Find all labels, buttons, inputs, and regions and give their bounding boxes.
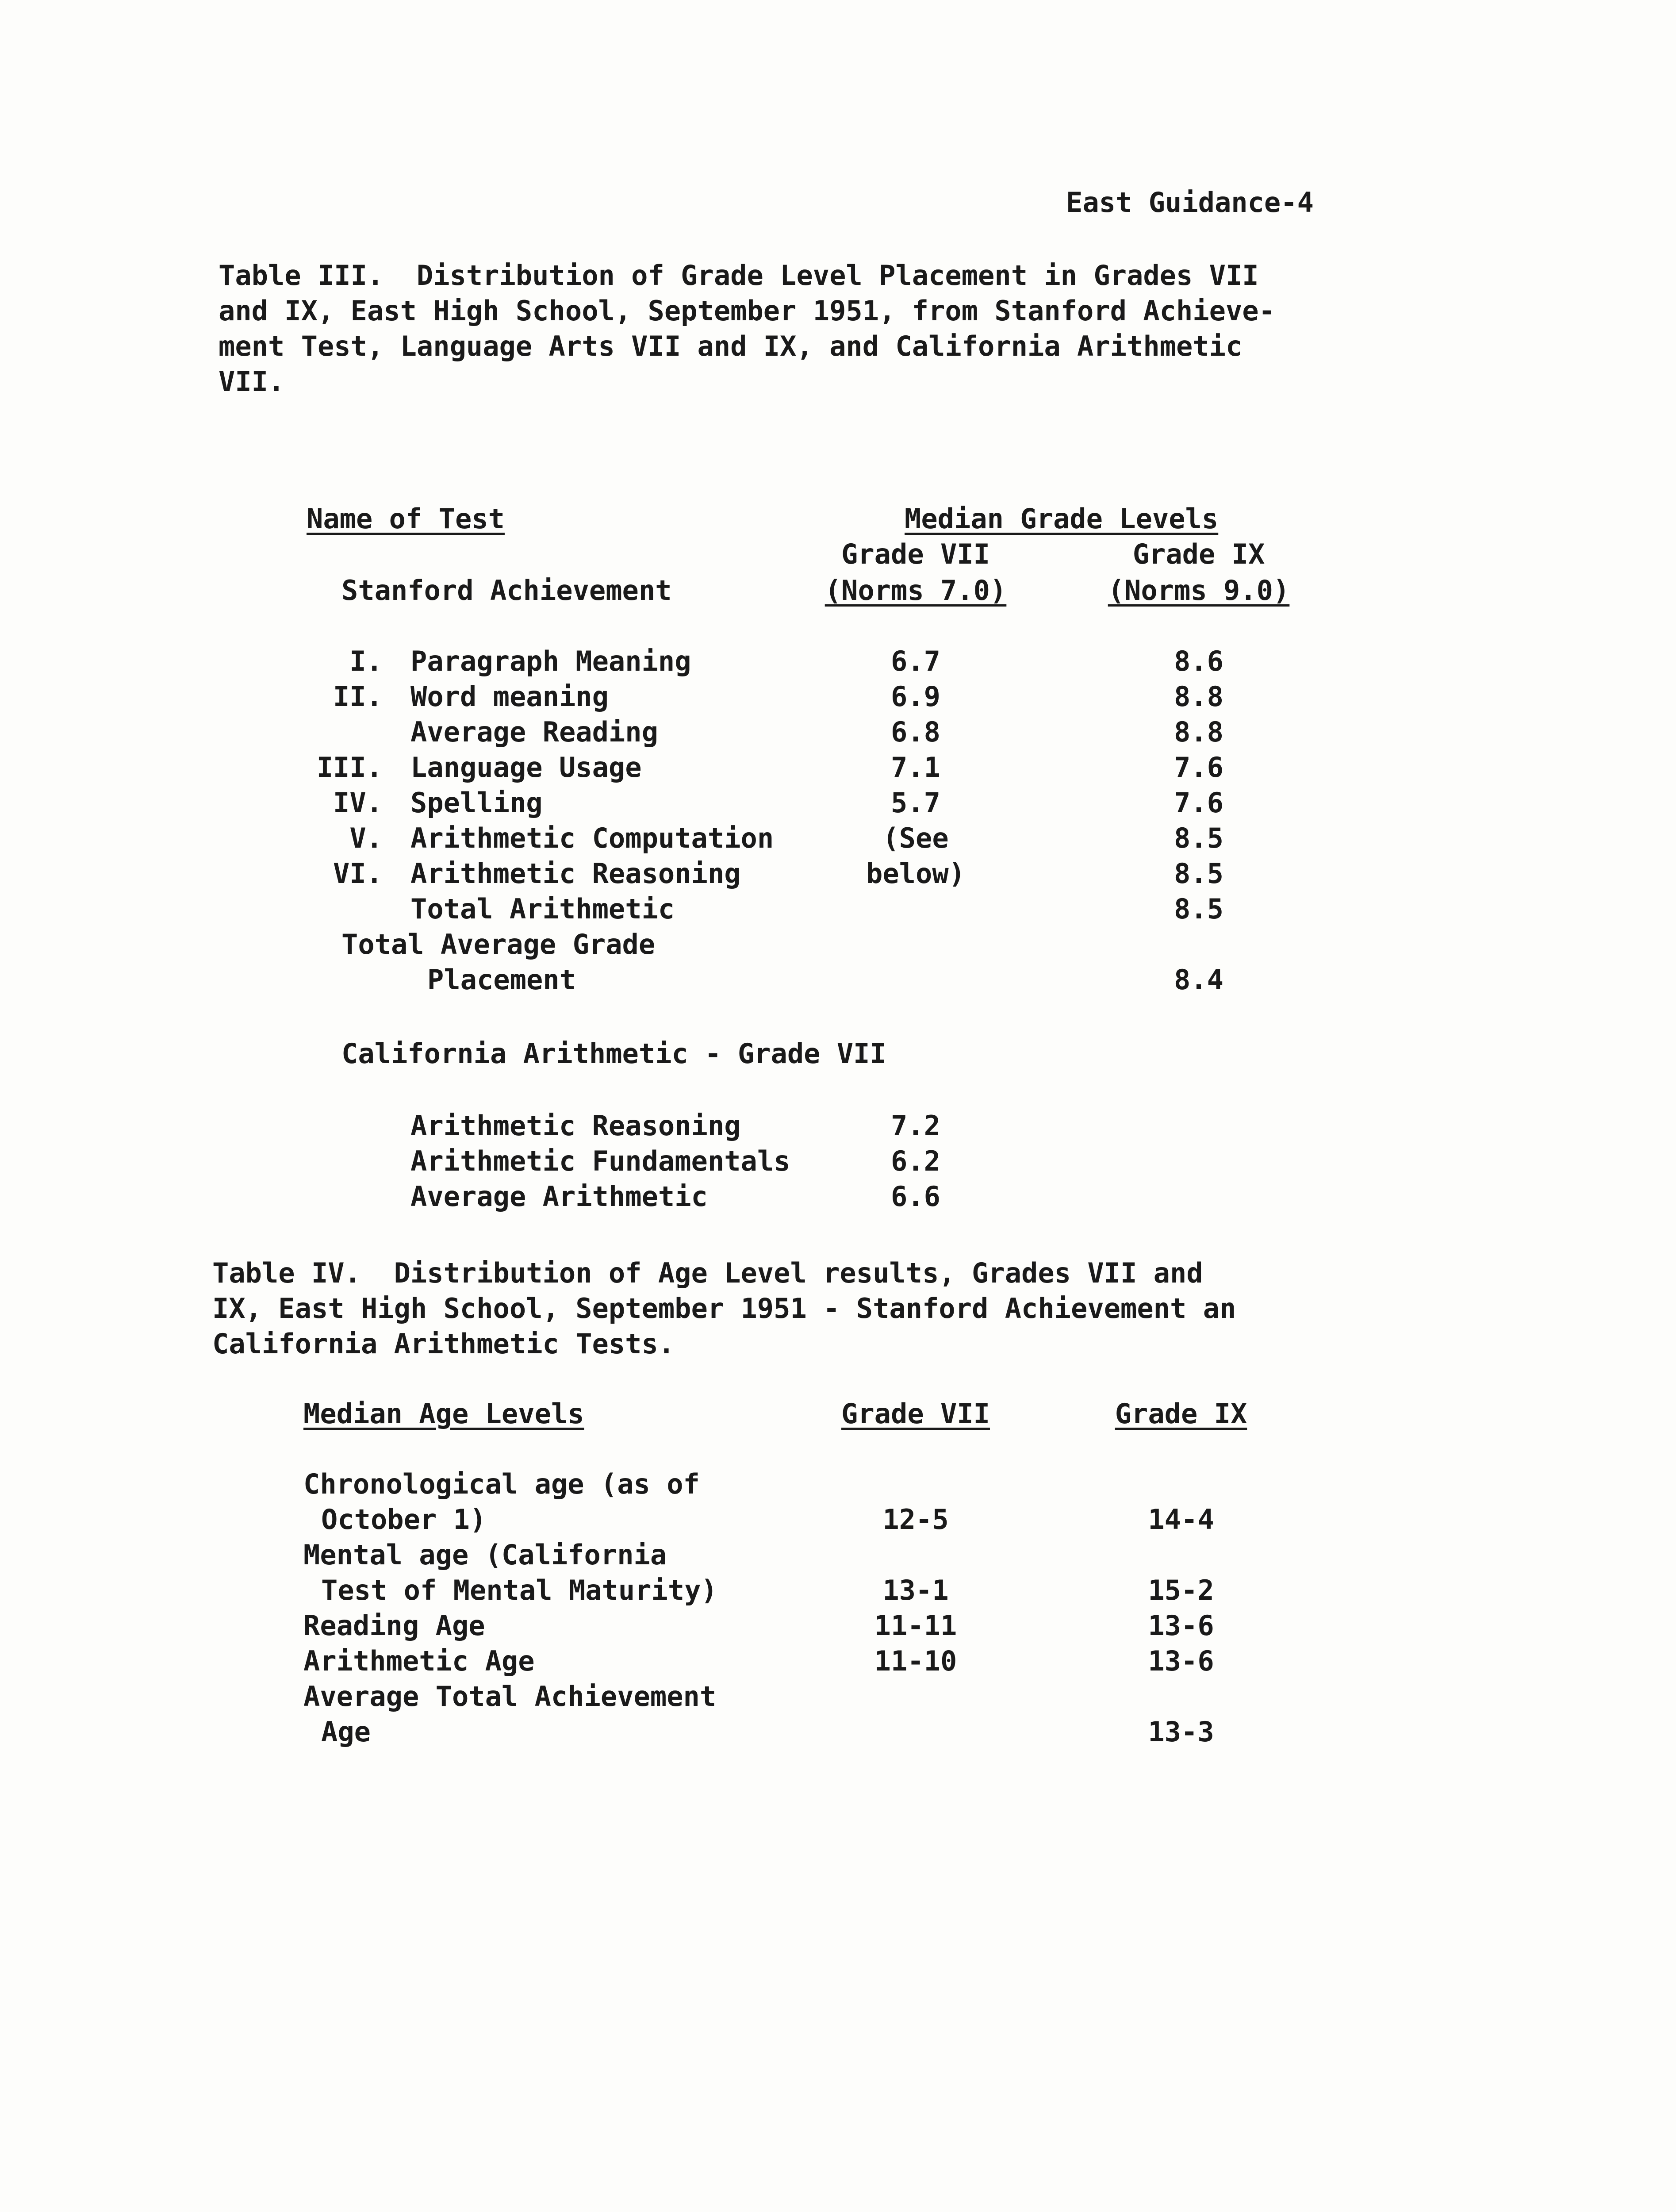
row-number: III. [316,751,383,783]
row-test-name: Arithmetic Reasoning [410,857,741,890]
row-grade7: 6.8 [891,716,940,748]
caption-line: VII. [219,365,285,398]
california-row-name: Arithmetic Fundamentals [410,1145,790,1177]
california-title: California Arithmetic - Grade VII [341,1037,886,1070]
row-grade7: (See [882,822,949,854]
caption-line: IX, East High School, September 1951 - Stanford Achievement an [212,1292,1236,1325]
age-row-label: Mental age (California [303,1539,667,1571]
row-grade9: 8.6 [1174,645,1223,677]
row-grade7: below) [866,857,965,890]
total-label-line1: Total Average Grade [341,928,656,960]
row-number: I. [349,645,383,677]
caption-line: Table IV. Distribution of Age Level results, Grades VII and [212,1257,1203,1289]
row-grade9: 7.6 [1174,787,1223,819]
age-row-grade7: 11-11 [874,1609,957,1642]
row-grade9: 8.5 [1174,857,1223,890]
california-row-name: Average Arithmetic [410,1180,708,1213]
caption-line: Table III. Distribution of Grade Level Placement in Grades VII [219,259,1259,292]
caption-line: ment Test, Language Arts VII and IX, and California Arithmetic [219,330,1243,362]
row-test-name: Paragraph Meaning [410,645,691,677]
age-row-label: Reading Age [303,1609,485,1642]
age-row-grade7: 13-1 [882,1574,949,1606]
page-label: East Guidance-4 [1066,186,1314,219]
row-test-name: Spelling [410,787,543,819]
row-grade7: 5.7 [891,787,940,819]
caption-line: California Arithmetic Tests. [212,1328,675,1360]
age-row-grade9: 15-2 [1148,1574,1214,1606]
age-row-label: Average Total Achievement [303,1680,717,1713]
row-grade9: 8.8 [1174,716,1223,748]
row-test-name: Arithmetic Computation [410,822,774,854]
col-median-age-levels: Median Age Levels [303,1398,584,1430]
total-label-line2: Placement [427,964,576,996]
california-row-value: 6.6 [891,1180,940,1213]
row-number: IV. [333,787,383,819]
section-stanford: Stanford Achievement [341,574,672,607]
col-grade-vii-norms: (Norms 7.0) [825,574,1007,607]
col-grade-ix-norms: (Norms 9.0) [1108,574,1290,607]
caption-line: and IX, East High School, September 1951, from Stanford Achieve- [219,295,1275,327]
california-row-value: 6.2 [891,1145,940,1177]
col-grade-ix: Grade IX [1115,1398,1247,1430]
row-number: VI. [333,857,383,890]
col-median-grade-levels: Median Grade Levels [905,503,1219,535]
age-row-label: Chronological age (as of [303,1468,700,1500]
age-row-label-cont: October 1) [321,1503,487,1536]
row-number: II. [333,680,383,713]
california-row-name: Arithmetic Reasoning [410,1110,741,1142]
row-test-name: Average Reading [410,716,658,748]
age-row-grade7: 11-10 [874,1645,957,1677]
age-row-grade9: 13-6 [1148,1645,1214,1677]
row-test-name: Word meaning [410,680,609,713]
row-grade9: 8.5 [1174,822,1223,854]
age-row-grade9: 13-6 [1148,1609,1214,1642]
row-grade7: 6.7 [891,645,940,677]
age-row-grade7: 12-5 [882,1503,949,1536]
col-grade-vii: Grade VII [841,538,990,570]
col-grade-ix: Grade IX [1132,538,1265,570]
row-number: V. [349,822,383,854]
row-grade7: 7.1 [891,751,940,783]
row-grade9: 8.5 [1174,893,1223,925]
age-row-grade9: 14-4 [1148,1503,1214,1536]
age-row-label: Arithmetic Age [303,1645,535,1677]
california-row-value: 7.2 [891,1110,940,1142]
total-grade9: 8.4 [1174,964,1223,996]
row-grade9: 8.8 [1174,680,1223,713]
col-grade-vii: Grade VII [841,1398,990,1430]
row-test-name: Language Usage [410,751,642,783]
row-grade9: 7.6 [1174,751,1223,783]
age-row-label-cont: Test of Mental Maturity) [321,1574,717,1606]
col-name-of-test: Name of Test [307,503,505,535]
row-grade7: 6.9 [891,680,940,713]
age-row-grade9: 13-3 [1148,1716,1214,1748]
row-test-name: Total Arithmetic [410,893,675,925]
age-row-label-cont: Age [321,1716,371,1748]
